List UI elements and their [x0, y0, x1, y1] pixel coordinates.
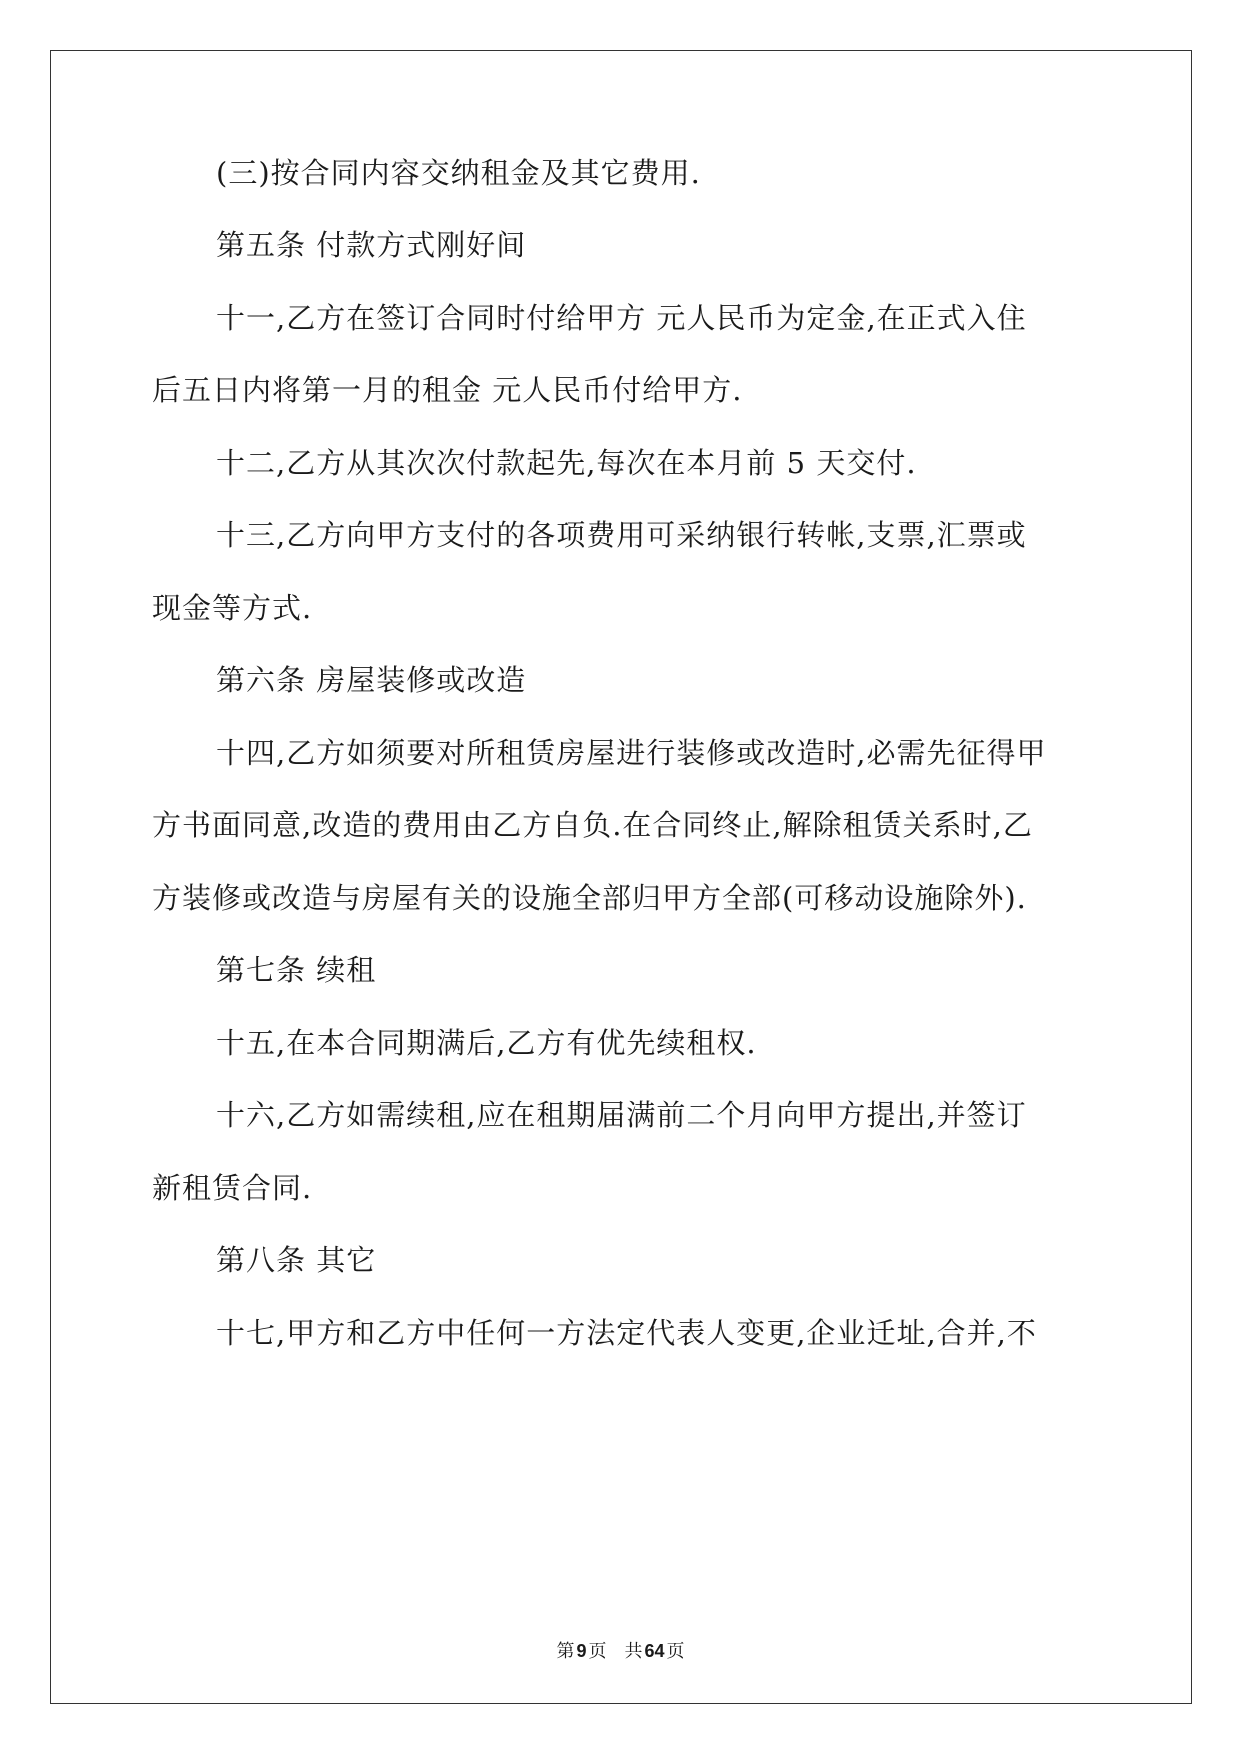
paragraph-line: 十五,在本合同期满后,乙方有优先续租权. — [216, 1026, 757, 1060]
page-border — [50, 50, 1192, 1704]
section-heading: 第五条 付款方式刚好间 — [216, 228, 527, 262]
section-heading: 第七条 续租 — [216, 953, 377, 987]
total-prefix: 共 — [624, 1641, 643, 1662]
paragraph-line: 方书面同意,改造的费用由乙方自负.在合同终止,解除租赁关系时,乙 — [152, 808, 1033, 842]
paragraph-line: 十六,乙方如需续租,应在租期届满前二个月向甲方提出,并签订 — [216, 1098, 1027, 1132]
section-heading: 第八条 其它 — [216, 1243, 377, 1277]
total-suffix: 页 — [666, 1641, 685, 1662]
paragraph-line: 方装修或改造与房屋有关的设施全部归甲方全部(可移动设施除外). — [152, 881, 1027, 915]
page-suffix: 页 — [588, 1641, 607, 1662]
paragraph-line: 十三,乙方向甲方支付的各项费用可采纳银行转帐,支票,汇票或 — [216, 518, 1027, 552]
page-number: 9 — [576, 1641, 587, 1661]
page-footer — [0, 1640, 1241, 1663]
paragraph-line: 十四,乙方如须要对所租赁房屋进行装修或改造时,必需先征得甲 — [216, 736, 1047, 770]
paragraph-line: 现金等方式. — [152, 591, 313, 625]
paragraph-line: 后五日内将第一月的租金 元人民币付给甲方. — [152, 373, 743, 407]
paragraph-line: 十二,乙方从其次次付款起先,每次在本月前 5 天交付. — [216, 446, 917, 480]
paragraph-line: (三)按合同内容交纳租金及其它费用. — [216, 156, 701, 190]
paragraph-line: 十一,乙方在签订合同时付给甲方 元人民币为定金,在正式入住 — [216, 301, 1027, 335]
page-prefix: 第 — [556, 1641, 575, 1662]
section-heading: 第六条 房屋装修或改造 — [216, 663, 527, 697]
paragraph-line: 十七,甲方和乙方中任何一方法定代表人变更,企业迁址,合并,不 — [216, 1316, 1037, 1350]
paragraph-line: 新租赁合同. — [152, 1171, 313, 1205]
total-pages: 64 — [644, 1641, 665, 1661]
